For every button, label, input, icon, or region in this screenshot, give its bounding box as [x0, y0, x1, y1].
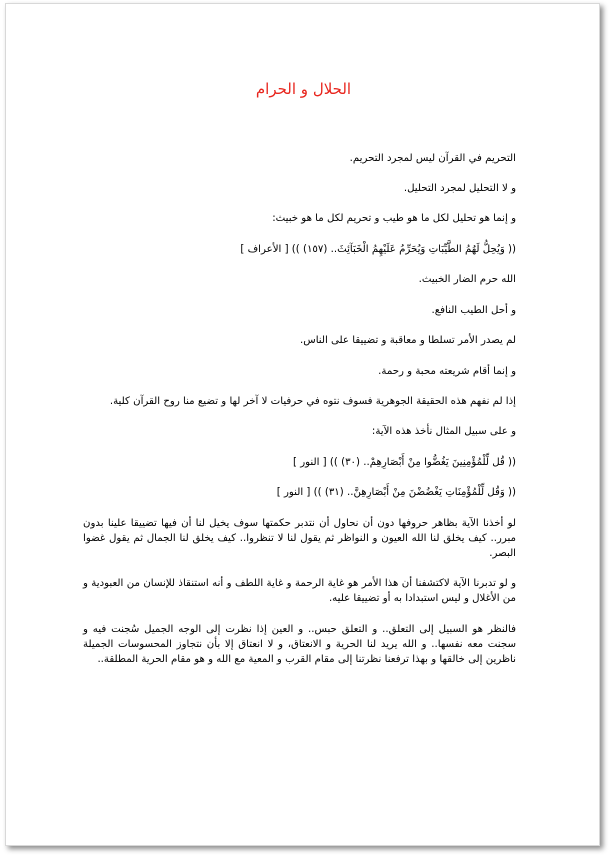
paragraph-13: لو أخذنا الآية بظاهر حروفها دون أن نحاول أن نتدبر حكمتها سوف يخيل لنا أن فيها تضييقا علينا بدون مبرر.. كيف يخلق لنا الله العيون و النواظر ثم يقول لنا لا تنظروا.. كيف يخلق لنا الجمال ثم يقول غضوا البصر. [83, 518, 516, 559]
paragraph-3: و إنما هو تحليل لكل ما هو طيب و تحريم لكل ما هو خبيث: [272, 213, 516, 224]
paragraph-10: و على سبيل المثال نأخذ هذه الآية: [371, 426, 516, 437]
verse-al-araf: (( وَيُحِلُّ لَهُمُ الطَّيِّبَاتِ وَيُحَرِّمُ عَلَيْهِمُ الْخَبَآئِثَ.. (١٥٧) )) [ الأعراف ] [240, 244, 516, 255]
paragraph-7: لم يصدر الأمر تسلطا و معاقبة و تضييقا على الناس. [300, 335, 516, 346]
paragraph-15: فالنظر هو السبيل إلى التعلق.. و التعلق حبس.. و العين إذا نظرت إلى الوجه الجميل سُجنت فيه و سجنت معه نفسها.. و الله يريد لنا الحرية و الانعتاق، و لا انعتاق إلا بأن نتجاوز المحسوسات الجميلة ناظرين إلى خالقها و بهذا ترفعنا نظرتنا إلى مقام القرب و المعية مع الله و هو مقام الحرية المطلقة.. [83, 624, 516, 665]
paragraph-1: التحريم في القرآن ليس لمجرد التحريم. [349, 153, 516, 164]
document-page [5, 3, 600, 846]
document-body [83, 151, 516, 667]
verse-an-nur-30: (( قُل لِّلْمُؤْمِنِينَ يَغُضُّوا مِنْ أَبْصَارِهِمْ.. (٣٠) )) [ النور ] [293, 457, 516, 468]
verse-an-nur-31: (( وَقُل لِّلْمُؤْمِنَاتِ يَغْضُضْنَ مِنْ أَبْصَارِهِنَّ.. (٣١) )) [ النور ] [276, 487, 516, 498]
paragraph-5: الله حرم الضار الخبيث. [418, 274, 516, 285]
paragraph-8: و إنما أقام شريعته محبة و رحمة. [378, 366, 516, 377]
paragraph-2: و لا التحليل لمجرد التحليل. [403, 183, 516, 194]
paragraph-14: و لو تدبرنا الآية لاكتشفنا أن هذا الأمر هو غاية الرحمة و غاية اللطف و أنه استنقاذ للإنسان من العبودية و من الأغلال و ليس استبدادا به أو تضييقا عليه. [83, 578, 516, 604]
paragraph-6: و أحل الطيب النافع. [431, 305, 516, 316]
paragraph-9: إذا لم نفهم هذه الحقيقة الجوهرية فسوف نتوه في حرفيات لا آخر لها و تضيع منا روح القرآن كلية. [109, 396, 516, 407]
page-title: الحلال و الحرام [255, 80, 352, 98]
